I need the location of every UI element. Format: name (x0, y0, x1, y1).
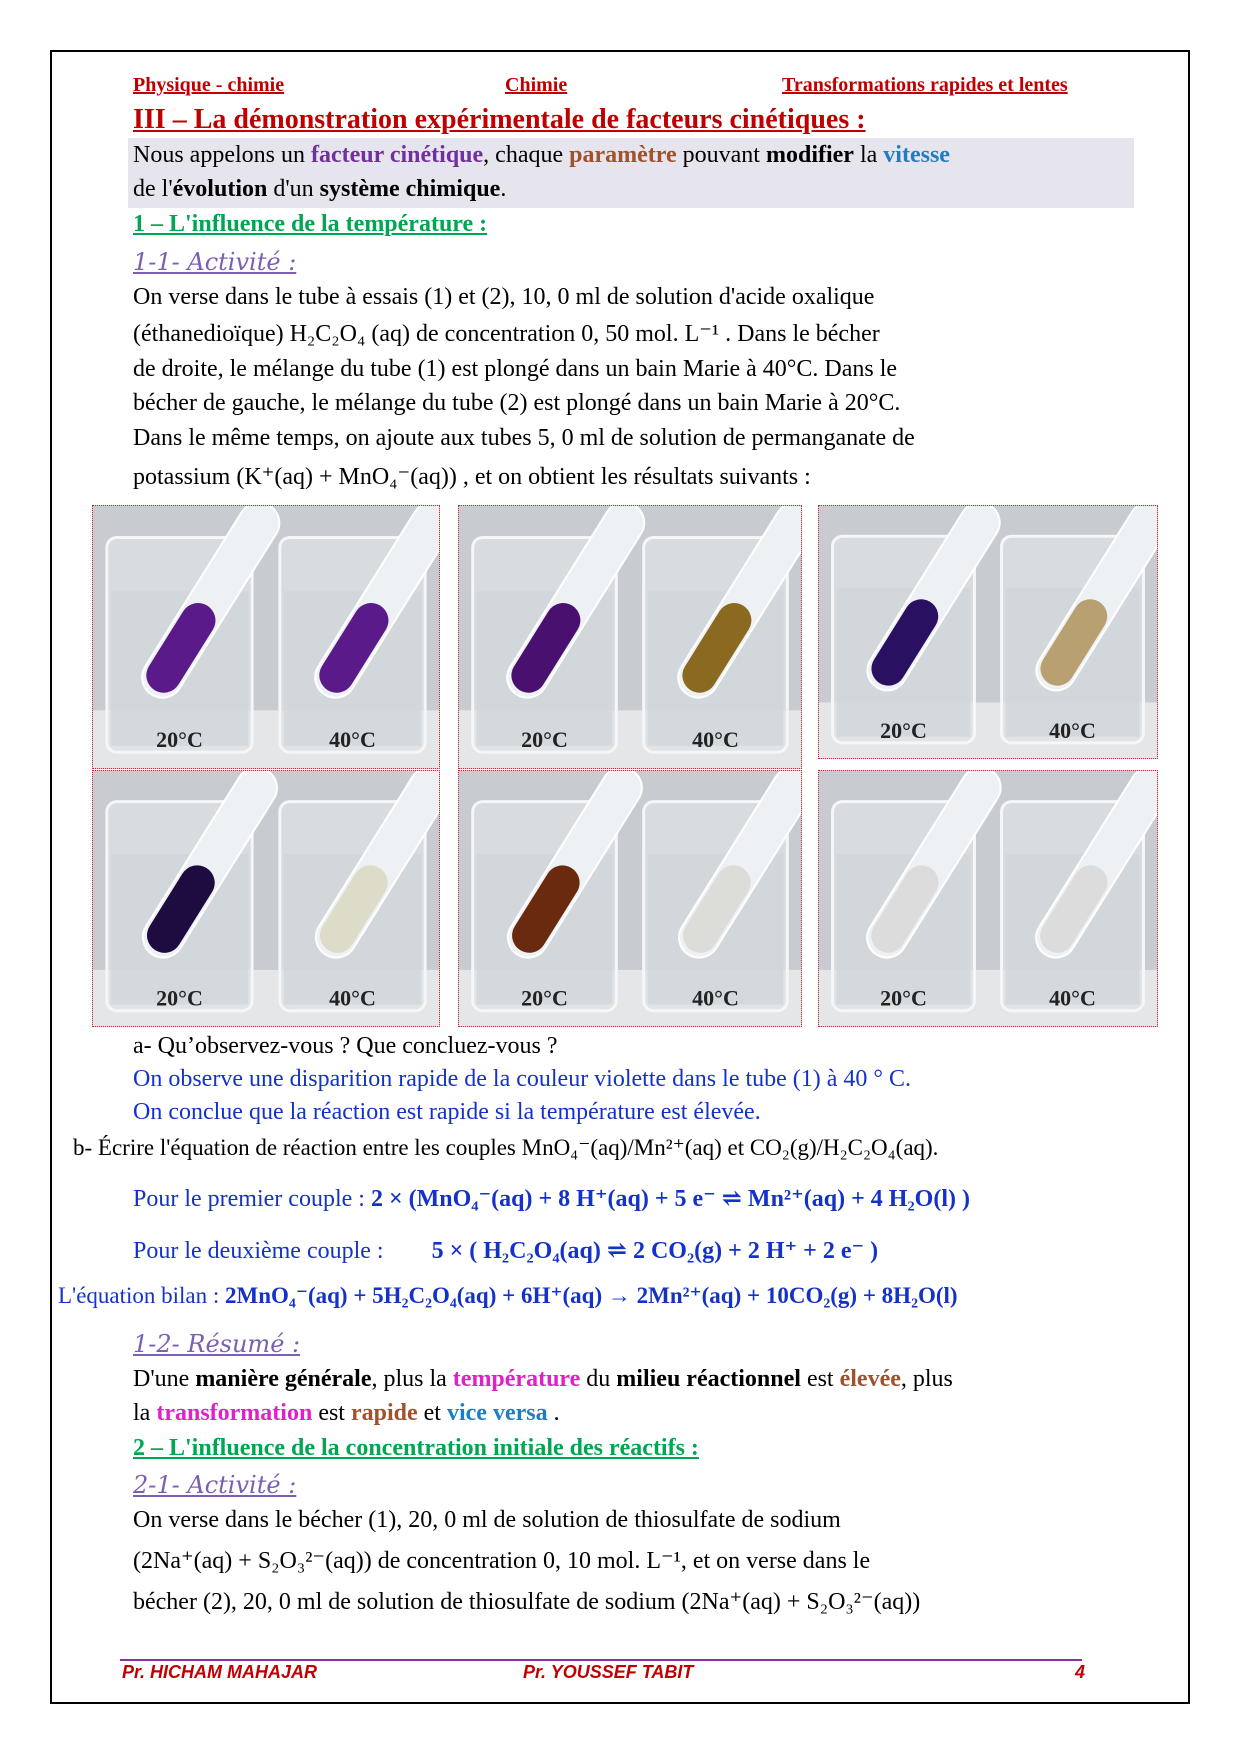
temperature-label-right: 40°C (1049, 985, 1096, 1011)
footer-author-2: Pr. YOUSSEF TABIT (523, 1662, 694, 1682)
temperature-label-right: 40°C (329, 727, 376, 753)
temperature-label-left: 20°C (880, 717, 927, 743)
footer-rule (120, 1659, 1082, 1661)
header-chapter: Transformations rapides et lentes (782, 74, 1068, 96)
resume-line-1: D'une manière générale, plus la température du milieu réactionnel est élevée, plus (133, 1366, 953, 1392)
resume-heading: 1-2- Résumé : (133, 1330, 301, 1358)
answer-a-2: On conclue que la réaction est rapide si la température est élevée. (133, 1099, 761, 1125)
temperature-label-right: 40°C (692, 985, 739, 1011)
temperature-label-left: 20°C (156, 727, 203, 753)
paragraph-1-line-5: Dans le même temps, on ajoute aux tubes 5, 0 ml de solution de permanganate de (133, 425, 915, 451)
temperature-label-left: 20°C (156, 985, 203, 1011)
paragraph-1-line-6: potassium (K⁺(aq) + MnO₄⁻(aq)) , et on obtient les résultats suivants : (133, 464, 811, 490)
temperature-label-right: 40°C (692, 727, 739, 753)
section-title: III – La démonstration expérimentale de facteurs cinétiques : (133, 104, 866, 135)
question-b: b- Écrire l'équation de réaction entre les couples MnO₄⁻(aq)/Mn²⁺(aq) et CO₂(g)/H₂C₂O₄(aq). (73, 1135, 939, 1160)
header-subject: Physique - chimie (133, 74, 285, 96)
temperature-label-right: 40°C (329, 985, 376, 1011)
experiment-photo-6 (818, 770, 1158, 1027)
page-number: 4 (1075, 1662, 1086, 1682)
paragraph-2-line-3: bécher (2), 20, 0 ml de solution de thiosulfate de sodium (2Na⁺(aq) + S₂O₃²⁻(aq)) (133, 1589, 921, 1615)
equation-1: Pour le premier couple : 2 × (MnO₄⁻(aq) + 8 H⁺(aq) + 5 e⁻ ⇌ Mn²⁺(aq) + 4 H₂O(l) ) (133, 1186, 970, 1212)
experiment-photo-4 (92, 770, 440, 1027)
experiment-photo-2 (458, 505, 802, 769)
experiment-photo-1 (92, 505, 440, 769)
paragraph-1-line-1: On verse dans le tube à essais (1) et (2), 10, 0 ml de solution d'acide oxalique (133, 284, 875, 310)
experiment-photo-3 (818, 505, 1158, 759)
experiment-photo-5 (458, 770, 802, 1027)
paragraph-2-line-2: (2Na⁺(aq) + S₂O₃²⁻(aq)) de concentration 0, 10 mol. L⁻¹, et on verse dans le (133, 1548, 871, 1574)
equation-2: Pour le deuxième couple : 5 × ( H₂C₂O₄(aq) ⇌ 2 CO₂(g) + 2 H⁺ + 2 e⁻ ) (133, 1238, 879, 1264)
activity-heading-1: 1-1- Activité : (133, 248, 297, 276)
subsection-concentration: 2 – L'influence de la concentration initiale des réactifs : (133, 1435, 699, 1461)
header-topic: Chimie (505, 74, 568, 96)
paragraph-1-line-4: bécher de gauche, le mélange du tube (2) est plongé dans un bain Marie à 20°C. (133, 390, 901, 416)
paragraph-1-line-2: (éthanedioïque) H₂C₂O₄ (aq) de concentration 0, 50 mol. L⁻¹ . Dans le bécher (133, 321, 880, 347)
temperature-label-left: 20°C (521, 985, 568, 1011)
equation-bilan: L'équation bilan : 2MnO₄⁻(aq) + 5H₂C₂O₄(aq) + 6H⁺(aq) → 2Mn²⁺(aq) + 10CO₂(g) + 8H₂O(l) (58, 1283, 958, 1308)
definition-line-1: Nous appelons un facteur cinétique, chaque paramètre pouvant modifier la vitesse (133, 142, 950, 168)
temperature-label-left: 20°C (880, 985, 927, 1011)
definition-line-2: de l'évolution d'un système chimique. (133, 176, 507, 202)
resume-line-2: la transformation est rapide et vice versa . (133, 1400, 560, 1426)
paragraph-1-line-3: de droite, le mélange du tube (1) est plongé dans un bain Marie à 40°C. Dans le (133, 356, 898, 382)
temperature-label-left: 20°C (521, 727, 568, 753)
question-a: a- Qu’observez-vous ? Que concluez-vous ? (133, 1033, 558, 1059)
temperature-label-right: 40°C (1049, 717, 1096, 743)
footer-author-1: Pr. HICHAM MAHAJAR (122, 1662, 318, 1682)
answer-a-1: On observe une disparition rapide de la couleur violette dans le tube (1) à 40 ° C. (133, 1066, 912, 1092)
subsection-temperature: 1 – L'influence de la température : (133, 211, 488, 237)
paragraph-2-line-1: On verse dans le bécher (1), 20, 0 ml de solution de thiosulfate de sodium (133, 1507, 841, 1533)
activity-heading-2: 2-1- Activité : (133, 1471, 297, 1499)
